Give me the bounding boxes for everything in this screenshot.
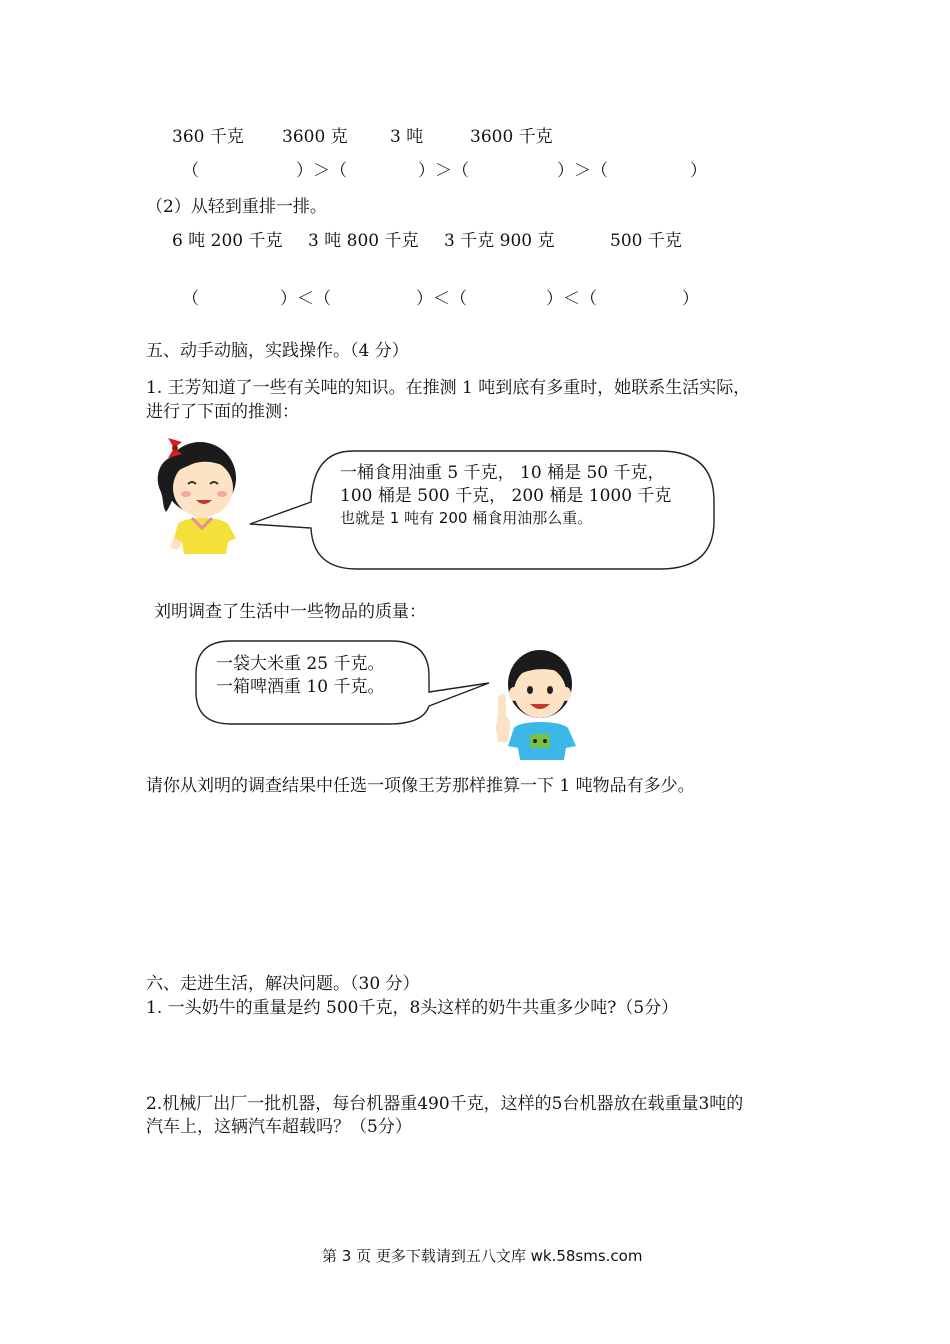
boy-bubble-line2: 一箱啤酒重 10 千克。 [216, 677, 385, 697]
survey-intro: 刘明调查了生活中一些物品的质量： [154, 602, 426, 622]
q2-lt-1: ）＜（ [280, 289, 331, 309]
q1-item-1: 360 千克 [172, 127, 244, 147]
q1-gt-2: ）＞（ [418, 161, 469, 181]
section5-heading: 五、动手动脑，实践操作。（4 分） [146, 341, 409, 361]
section6-heading: 六、走进生活，解决问题。（30 分） [146, 974, 420, 994]
q1-blank-open: （ [182, 161, 199, 181]
q2-blank-open: （ [182, 289, 199, 309]
q2-lt-3: ）＜（ [546, 289, 597, 309]
q2-item-4: 500 千克 [610, 231, 682, 251]
q2-title: （2）从轻到重排一排。 [146, 197, 327, 217]
section6-q1: 1. 一头奶牛的重量是约 500千克，8头这样的奶牛共重多少吨?（5分） [146, 998, 679, 1018]
q2-item-1: 6 吨 200 千克 [172, 231, 283, 251]
page-footer: 第 3 页 更多下载请到五八文库 wk.58sms.com [322, 1247, 643, 1265]
section6-q2-line2: 汽车上，这辆汽车超载吗？（5分） [146, 1117, 412, 1137]
section5-q1-line2: 进行了下面的推测： [146, 402, 299, 422]
q2-item-2: 3 吨 800 千克 [308, 231, 419, 251]
boy-bubble-line1: 一袋大米重 25 千克。 [216, 654, 385, 674]
q2-lt-2: ）＜（ [416, 289, 467, 309]
boy-illustration [490, 642, 582, 760]
girl-illustration [148, 428, 248, 554]
q1-item-4: 3600 千克 [470, 127, 553, 147]
section6-q2-line1: 2.机械厂出厂一批机器，每台机器重490千克，这样的5台机器放在载重量3吨的 [146, 1094, 744, 1114]
q1-gt-3: ）＞（ [557, 161, 608, 181]
q2-blank-close: ） [682, 289, 699, 309]
q1-blank-close: ） [690, 161, 707, 181]
girl-bubble-line2: 100 桶是 500 千克， 200 桶是 1000 千克 [340, 486, 672, 506]
q1-gt-1: ）＞（ [296, 161, 347, 181]
girl-bubble-line3: 也就是 1 吨有 200 桶食用油那么重。 [340, 509, 593, 527]
section5-q1-line1: 1. 王芳知道了一些有关吨的知识。在推测 1 吨到底有多重时，她联系生活实际， [146, 378, 751, 398]
q1-item-2: 3600 克 [282, 127, 348, 147]
section5-task: 请你从刘明的调查结果中任选一项像王芳那样推算一下 1 吨物品有多少。 [146, 776, 695, 796]
q1-item-3: 3 吨 [390, 127, 424, 147]
q2-item-3: 3 千克 900 克 [444, 231, 555, 251]
girl-bubble-line1: 一桶食用油重 5 千克， 10 桶是 50 千克， [340, 463, 665, 483]
